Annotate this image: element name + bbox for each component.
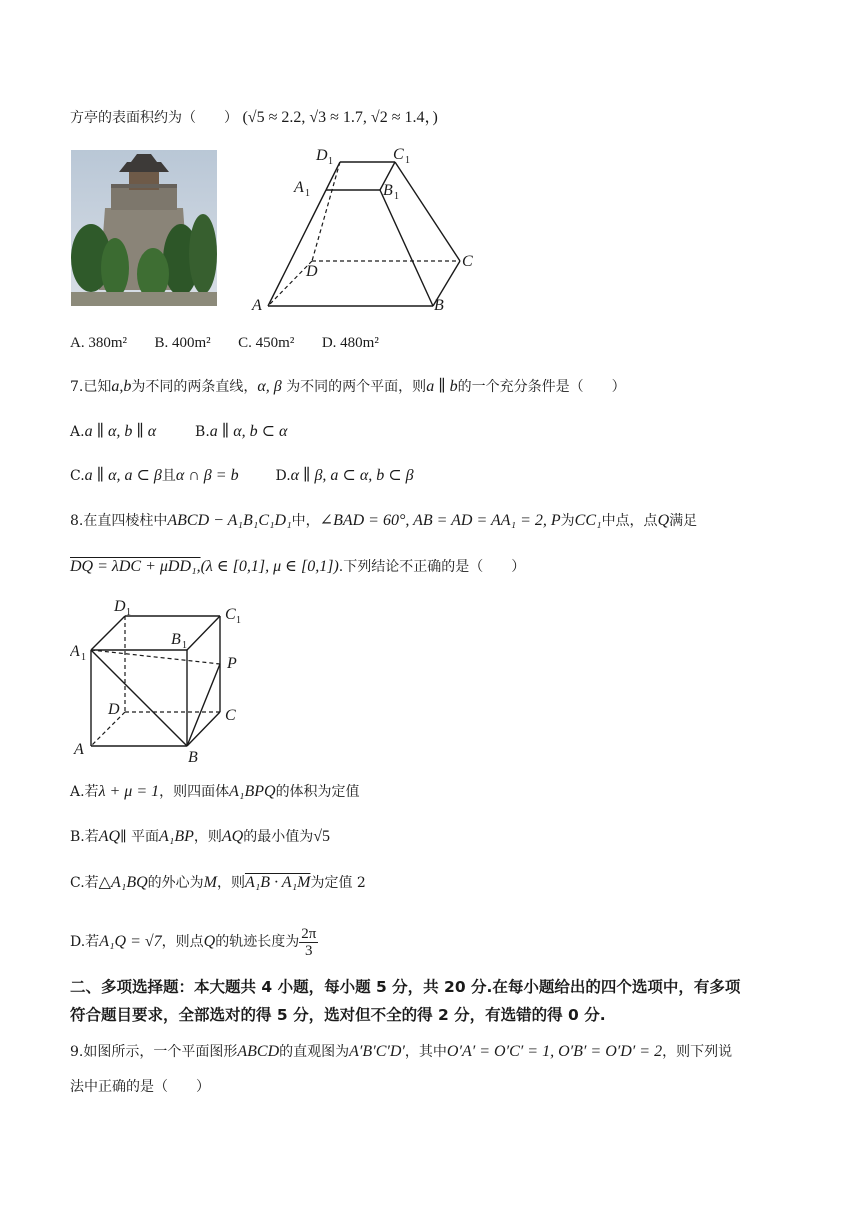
q8-b-math4: √5 — [313, 828, 330, 845]
q8-d-numerator: 2π — [301, 925, 317, 942]
q8-a-mid: ，则四面体 — [159, 784, 230, 800]
q7-option-d-label: D. — [275, 468, 291, 484]
q6-option-d[interactable]: D. 480m² — [321, 335, 379, 351]
q7-stem — [70, 377, 626, 397]
q8-stem-end: 满足 — [669, 513, 698, 529]
q8-option-a[interactable] — [70, 782, 360, 802]
q7-ab: a,b — [111, 378, 132, 395]
label-B1: B — [171, 631, 181, 648]
q8-range: (λ ∈ [0,1], μ ∈ [0,1]) — [200, 558, 339, 575]
q8-cc1: CC₁ — [574, 512, 602, 529]
q8-vector-equation: DQ = λDC + μDD₁, — [70, 558, 201, 575]
q9-math2: A′B′C′D′ — [349, 1043, 405, 1060]
q9-stem-line2: 法中正确的是（ ） — [70, 1079, 210, 1095]
q8-c-pre: C.若 — [70, 875, 99, 891]
q9-stem-line1 — [70, 1042, 732, 1062]
label-D: D — [108, 701, 120, 718]
q8-prism-figure — [70, 594, 260, 766]
q8-c-mid1: 的外心为 — [147, 875, 204, 891]
q9-stem-pre: 9.如图所示，一个平面图形 — [70, 1044, 238, 1060]
q6-frustum-figure — [250, 140, 490, 312]
label-D1-sub: 1 — [126, 607, 131, 618]
q8-a-pre: A.若 — [70, 784, 99, 800]
label-P: P — [227, 655, 237, 672]
q8-prism: ABCD − A₁B₁C₁D₁ — [167, 512, 292, 529]
q8-b-math2: A₁BP — [159, 828, 194, 845]
q8-conditions: ∠BAD = 60°, AB = AD = AA₁ = 2, P — [319, 512, 561, 529]
q6-options — [70, 333, 379, 353]
q8-c-math2: M — [203, 874, 217, 891]
label-A1-sub: 1 — [81, 652, 86, 663]
q9-mid2: ，其中 — [404, 1044, 447, 1060]
label-A: A — [252, 297, 262, 312]
q8-b-math3: AQ — [221, 828, 244, 845]
q8-stem-pre: 8.在直四棱柱中 — [70, 513, 168, 529]
label-B1-sub: 1 — [394, 191, 399, 202]
q7-option-c-part1[interactable]: a ∥ α, a ⊂ β — [84, 467, 162, 484]
q7-option-b[interactable]: a ∥ α, b ⊂ α — [209, 423, 288, 440]
q8-d-mid: ，则点 — [161, 934, 204, 950]
section2-line1: 二、多项选择题：本大题共 4 小题，每小题 5 分，共 20 分.在每小题给出的四个选项中，有多项 — [70, 978, 741, 996]
q8-d-post: 的轨迹长度为 — [215, 934, 300, 950]
label-D: D — [306, 263, 318, 280]
q7-option-c-part2[interactable]: α ∩ β = b — [175, 467, 239, 484]
label-B: B — [434, 297, 444, 312]
q8-b-post: 的最小值为 — [243, 829, 314, 845]
q8-d-denominator: 3 — [305, 942, 313, 959]
q9-mid1: 的直观图为 — [279, 1044, 350, 1060]
q7-option-c-label: C. — [70, 468, 85, 484]
q8-stem-p: 为 — [560, 513, 575, 529]
q6-option-b[interactable]: B. 400m² — [154, 335, 211, 351]
label-C1: C — [225, 606, 236, 623]
q8-d-fraction — [299, 926, 318, 959]
q7-relation: a ∥ b — [426, 378, 458, 395]
q8-stem-q: 中点，点 — [601, 513, 658, 529]
pavilion-photo — [71, 150, 217, 306]
q8-stem-line1 — [70, 511, 697, 531]
q7-option-c-and: 且 — [161, 468, 176, 484]
q6-approximations: (√5 ≈ 2.2, √3 ≈ 1.7, √2 ≈ 1.4，) — [242, 109, 438, 126]
label-A1: A — [70, 643, 80, 660]
q9-mid3: ，则下列说 — [662, 1044, 733, 1060]
q6-stem-text: 方亭的表面积约为（ ） — [70, 110, 238, 126]
q7-stem-pre: 7.已知 — [70, 379, 112, 395]
q7-mid2: 为不同的两个平面，则 — [286, 379, 427, 395]
q8-c-post: 为定值 2 — [310, 875, 366, 891]
q6-option-a[interactable]: A. 380m² — [70, 335, 127, 351]
label-A1: A — [294, 179, 304, 196]
q7-mid1: 为不同的两条直线， — [131, 379, 258, 395]
q8-option-d[interactable] — [70, 925, 318, 959]
label-C1-sub: 1 — [405, 155, 410, 166]
q8-stem-tail: .下列结论不正确的是（ ） — [338, 559, 526, 575]
q8-q: Q — [657, 512, 670, 529]
q7-option-a[interactable]: a ∥ α, b ∥ α — [84, 423, 157, 440]
q8-c-math1: △A₁BQ — [98, 874, 148, 891]
q8-b-mid2: ，则 — [193, 829, 222, 845]
q8-d-pre: D.若 — [70, 934, 100, 950]
label-D1: D — [316, 147, 328, 164]
q8-a-math1: λ + μ = 1 — [98, 783, 160, 800]
label-C1: C — [393, 146, 404, 163]
q8-d-math1: A₁Q = √7 — [99, 933, 162, 950]
label-C: C — [462, 253, 473, 270]
q8-option-c[interactable] — [70, 873, 366, 893]
q8-a-math2: A₁BPQ — [229, 783, 276, 800]
q8-a-post: 的体积为定值 — [275, 784, 360, 800]
q8-c-math3: A₁B · A₁M — [244, 874, 311, 891]
label-D1: D — [114, 598, 126, 615]
label-C1-sub: 1 — [236, 615, 241, 626]
q7-option-a-label: A. — [70, 424, 85, 440]
label-A1-sub: 1 — [305, 188, 310, 199]
label-C: C — [225, 707, 236, 724]
q8-b-pre: B.若 — [70, 829, 99, 845]
q8-stem-line2 — [70, 557, 525, 577]
section2-line2: 符合题目要求，全部选对的得 5 分，选对但不全的得 2 分，有选错的得 0 分. — [70, 1006, 606, 1024]
label-B1-sub: 1 — [182, 640, 187, 651]
q6-stem — [70, 108, 438, 128]
q7-options-cd — [70, 466, 414, 486]
q8-stem-mid: 中， — [291, 513, 320, 529]
q8-c-mid2: ，则 — [216, 875, 245, 891]
label-A: A — [74, 741, 84, 758]
q8-b-math1: AQ — [98, 828, 121, 845]
q6-option-c[interactable]: C. 450m² — [238, 335, 295, 351]
q7-alpha-beta: α, β — [257, 378, 282, 395]
label-D1-sub: 1 — [328, 156, 333, 167]
label-B1: B — [383, 182, 393, 199]
q7-options-ab — [70, 422, 287, 442]
label-B: B — [188, 749, 198, 766]
q9-math1: ABCD — [237, 1043, 280, 1060]
q8-b-mid1: ∥ 平面 — [120, 829, 159, 845]
q9-math3: O′A′ = O′C′ = 1, O′B′ = O′D′ = 2 — [446, 1043, 663, 1060]
q8-option-b[interactable] — [70, 827, 330, 847]
q7-option-b-label: B. — [195, 424, 210, 440]
q7-post: 的一个充分条件是（ ） — [457, 379, 626, 395]
q8-d-math2: Q — [203, 933, 216, 950]
q7-option-d[interactable]: α ∥ β, a ⊂ α, b ⊂ β — [290, 467, 414, 484]
